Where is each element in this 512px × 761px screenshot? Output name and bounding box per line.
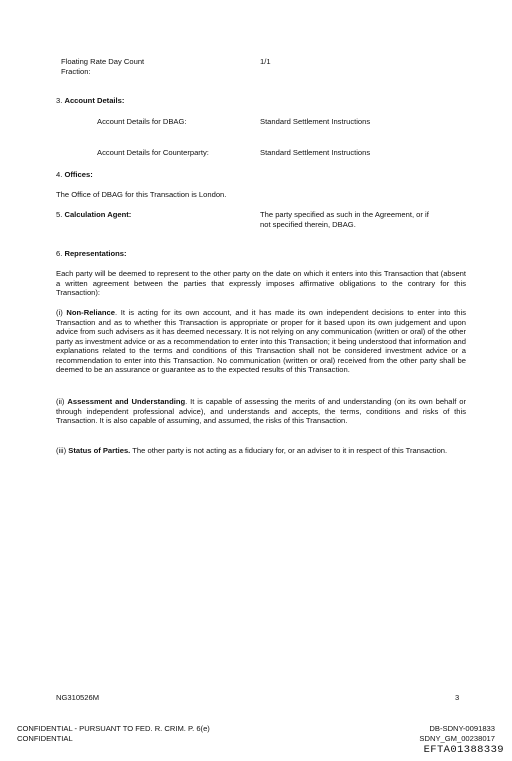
counterparty-account-value: Standard Settlement Instructions [260, 148, 371, 157]
offices-heading: 4. Offices: [56, 170, 93, 179]
dbag-account-label: Account Details for DBAG: [97, 117, 187, 126]
page-number: 3 [455, 693, 460, 702]
efta-stamp: EFTA01388339 [423, 744, 504, 756]
floating-rate-label: Floating Rate Day Count Fraction: [61, 57, 145, 76]
floating-rate-value: 1/1 [260, 57, 271, 66]
counterparty-account-label: Account Details for Counterparty: [97, 148, 209, 157]
dbag-account-value: Standard Settlement Instructions [260, 117, 371, 126]
account-details-heading: 3. Account Details: [56, 96, 125, 105]
representation-item-assessment: (ii) Assessment and Understanding. It is capable of assessing the merits of and understanding (on its own behalf or through independent professional advice), and understands and accepts, the terms, conditions and risks of this Transaction. It is also capable of assuming, and assumed, the risks of this Transaction. [56, 397, 466, 425]
calculation-agent-value: The party specified as such in the Agreement, or if not specified therein, DBAG. [260, 210, 429, 229]
confidential-notice: CONFIDENTIAL - PURSUANT TO FED. R. CRIM. P. 6(e) CONFIDENTIAL [17, 724, 210, 743]
representations-heading: 6. Representations: [56, 249, 127, 258]
calculation-agent-heading: 5. Calculation Agent: [56, 210, 132, 219]
representation-item-non-reliance: (i) Non-Reliance. It is acting for its own account, and it has made its own independent decisions to enter into this Transaction and as to whether this Transaction is appropriate or proper for it based upon its own judgement and upon advice from such advisers as it has deemed necessary. It is not relying on any communication (written or oral) of the other party as investment advice or as a recommendation to enter into this Transaction; it being understood that information and explanations related to the terms and conditions of this Transaction shall not be considered investment advice or a recommendation to enter into this Transaction. No communication (written or oral) received from the other party shall be deemed to be an assurance or guarantee as to the expected results of this Transaction. [56, 308, 466, 374]
representations-intro: Each party will be deemed to represent to the other party on the date on which it enters into this Transaction that (absent a written agreement between the parties that expressly imposes affirmative obligations to the contrary for this Transaction): [56, 269, 466, 297]
representation-item-status: (iii) Status of Parties. The other party is not acting as a fiduciary for, or an adviser to it in respect of this Transaction. [56, 446, 448, 455]
bates-numbers: DB-SDNY-0091833 SDNY_GM_00238017 [419, 724, 495, 743]
document-reference: NG310526M [56, 693, 100, 702]
offices-text: The Office of DBAG for this Transaction is London. [56, 190, 227, 199]
